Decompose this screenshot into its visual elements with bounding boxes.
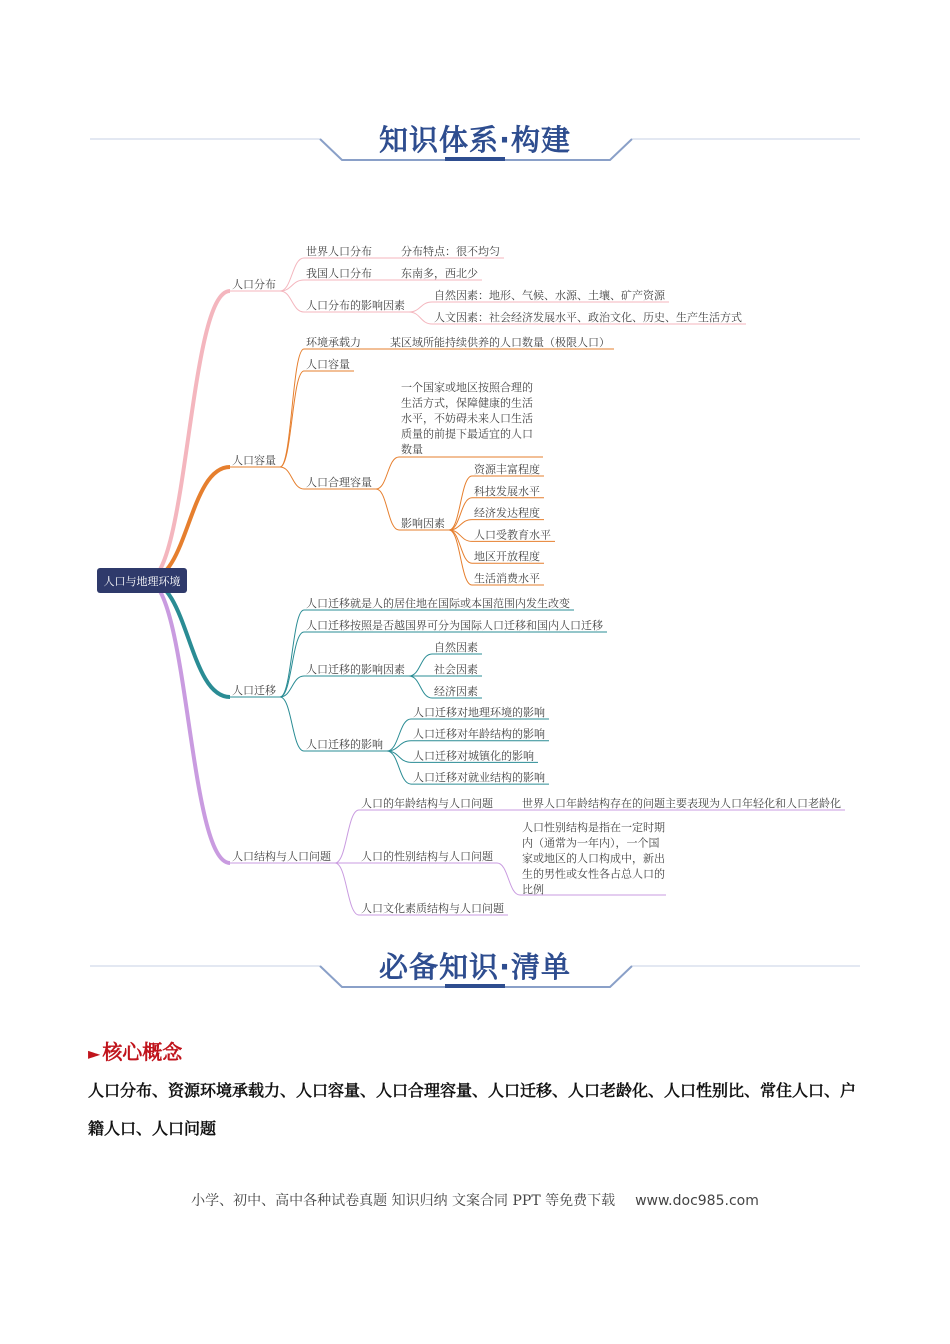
- factors-connector: [376, 489, 399, 530]
- child-label-3-0: 人口的年龄结构与人口问题: [361, 797, 493, 810]
- child-connector-0-2: [280, 291, 304, 312]
- branch-label-0: 人口分布: [232, 278, 276, 291]
- factor-5-connector: [449, 530, 472, 585]
- footer-url: www.doc985.com: [635, 1193, 759, 1209]
- leaf-3-0: 世界人口年龄结构存在的问题主要表现为人口年轻化和人口老龄化: [522, 797, 841, 810]
- branch-label-2: 人口迁移: [232, 684, 276, 697]
- factor-1: 科技发展水平: [474, 484, 540, 498]
- gender-definition-connector: [497, 863, 520, 895]
- branch-label-1: 人口容量: [232, 454, 276, 467]
- child-connector-1-1: [280, 371, 304, 467]
- core-concepts-heading: [88, 1036, 182, 1065]
- footer-text: 小学、初中、高中各种试卷真题 知识归纳 文案合同 PPT 等免费下载: [191, 1193, 616, 1209]
- factor-0: 资源丰富程度: [474, 463, 540, 476]
- migration-impact-1: 人口迁移对年龄结构的影响: [413, 727, 545, 741]
- triangle-arrow-icon: ►: [88, 1044, 101, 1063]
- leaf-1-0: 某区域所能持续供养的人口数量（极限人口）: [390, 336, 610, 349]
- child-label-0-2: 人口分布的影响因素: [306, 299, 405, 312]
- factor-4: 地区开放程度: [474, 550, 540, 564]
- gender-definition-line-1: 内（通常为一年内），一个国: [522, 836, 660, 850]
- definition-line-4: 数量: [401, 443, 423, 456]
- core-concepts-text: 人口分布、资源环境承载力、人口容量、人口合理容量、人口迁移、人口老龄化、人口性别比、常住人口、户籍人口、人口问题: [88, 1081, 857, 1138]
- mindmap: [0, 230, 950, 930]
- child-label-1-1: 人口容量: [306, 358, 350, 371]
- migration-factor-1: 社会因素: [434, 663, 478, 676]
- gender-definition-line-0: 人口性别结构是指在一定时期: [522, 821, 665, 834]
- factor-3: 人口受教育水平: [474, 528, 551, 542]
- factor-2: 经济发达程度: [474, 506, 540, 520]
- core-concepts-heading-text: 核心概念: [102, 1040, 183, 1064]
- child-label-0-1: 我国人口分布: [306, 267, 372, 280]
- child-label-3-1: 人口的性别结构与人口问题: [361, 850, 493, 863]
- child-label-0-0: 世界人口分布: [306, 245, 372, 258]
- child-connector-1-2: [280, 467, 304, 489]
- branch-connector-1: [147, 467, 230, 581]
- child-connector-2-3: [280, 697, 304, 751]
- child-label-2-2: 人口迁移的影响因素: [306, 663, 405, 676]
- definition-line-0: 一个国家或地区按照合理的: [401, 381, 533, 394]
- leaf-0-2-1: 人文因素：社会经济发展水平、政治文化、历史、生产生活方式: [434, 311, 742, 324]
- child-label-2-0: 人口迁移就是人的居住地在国际或本国范围内发生改变: [306, 597, 570, 610]
- factor-5: 生活消费水平: [474, 572, 540, 585]
- branch-connector-0: [147, 291, 230, 581]
- banner-title-knowledge-system: 知识体系·构建: [378, 123, 572, 157]
- child-connector-2-0: [280, 610, 304, 697]
- factor-0-connector: [449, 476, 472, 530]
- migration-factor-2: 经济因素: [434, 685, 478, 698]
- child-connector-3-2: [335, 863, 359, 915]
- gender-definition-line-4: 比例: [522, 883, 544, 896]
- gender-definition-line-2: 家或地区的人口构成中，新出: [522, 852, 665, 865]
- gender-definition-line-3: 生的男性或女性各占总人口的: [522, 867, 665, 881]
- migration-impact-3: 人口迁移对就业结构的影响: [413, 771, 545, 785]
- definition-line-2: 水平，不妨碍未来人口生活: [401, 412, 533, 425]
- top-banner: [0, 110, 950, 180]
- migration-factor-0-connector: [409, 654, 432, 676]
- branch-connector-3: [147, 581, 230, 864]
- branch-label-3: 人口结构与人口问题: [232, 850, 331, 863]
- leaf-0-1: 东南多，西北少: [401, 267, 478, 280]
- definition-line-3: 质量的前提下最适宜的人口: [401, 427, 533, 441]
- child-label-1-0: 环境承载力: [306, 336, 361, 349]
- migration-impact-3-connector: [387, 751, 411, 784]
- bottom-banner: [0, 937, 950, 1007]
- migration-impact-0: 人口迁移对地理环境的影响: [413, 706, 545, 719]
- factors-label: 影响因素: [401, 517, 445, 530]
- leaf-0-0: 分布特点：很不均匀: [401, 245, 500, 258]
- child-label-3-2: 人口文化素质结构与人口问题: [361, 902, 504, 915]
- child-label-1-2: 人口合理容量: [306, 476, 372, 489]
- child-label-2-3: 人口迁移的影响: [306, 738, 383, 751]
- child-connector-3-0: [335, 810, 359, 863]
- child-label-2-1: 人口迁移按照是否越国界可分为国际人口迁移和国内人口迁移: [306, 619, 603, 632]
- leaf-0-2-0-connector: [409, 302, 432, 312]
- migration-factor-0: 自然因素: [434, 641, 478, 654]
- banner-title-essential-knowledge: 必备知识·清单: [378, 950, 572, 984]
- footer: [0, 1190, 950, 1210]
- definition-connector: [376, 457, 399, 489]
- migration-factor-2-connector: [409, 676, 432, 698]
- root-node-label: 人口与地理环境: [103, 575, 181, 588]
- migration-impact-2: 人口迁移对城镇化的影响: [413, 749, 534, 763]
- branch-connector-2: [147, 581, 230, 698]
- leaf-0-2-0: 自然因素：地形、气候、水源、土壤、矿产资源: [434, 289, 665, 302]
- definition-line-1: 生活方式，保障健康的生活: [401, 396, 533, 410]
- leaf-0-2-1-connector: [409, 312, 432, 324]
- child-connector-1-0: [280, 349, 304, 467]
